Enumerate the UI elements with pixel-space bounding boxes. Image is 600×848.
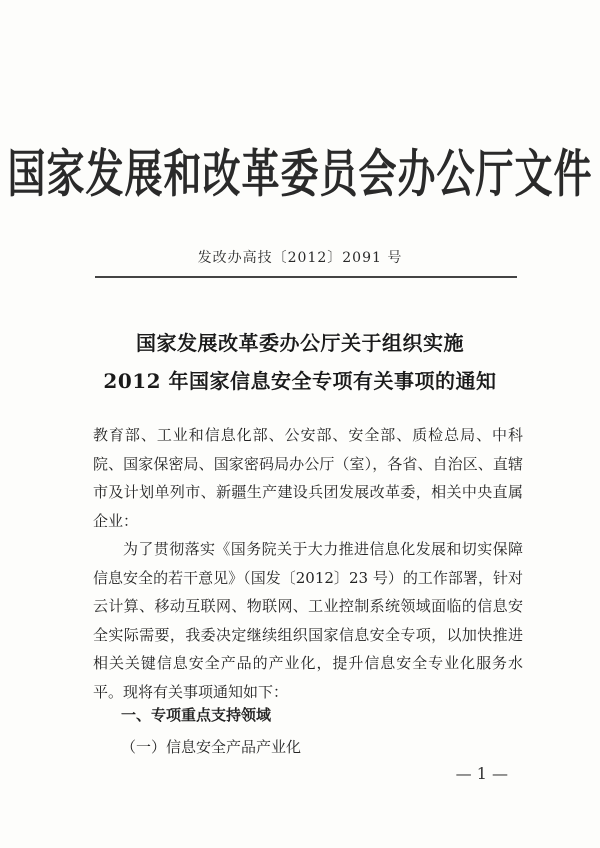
masthead-title: 国家发展和改革委员会办公厅文件 [7,144,593,204]
header-divider [95,276,517,278]
notice-title-line-1: 国家发展改革委办公厅关于组织实施 [136,331,464,355]
notice-title-line-2: 2012 年国家信息安全专项有关事项的通知 [103,369,497,393]
document-number: 发改办高技〔2012〕2091 号 [197,250,403,266]
recipients-paragraph: 教育部、工业和信息化部、公安部、安全部、质检总局、中科院、国家保密局、国家密码局办公厅（室），各省、自治区、直辖市及计划单列市、新疆生产建设兵团发展改革委，相关中央直属企业： [93,426,523,530]
section-heading-1: 一、专项重点支持领域 [121,706,272,724]
document-body [93,421,523,706]
subsection-heading-1: （一）信息安全产品产业化 [121,738,302,756]
page-number: — 1 — [455,764,508,783]
intro-paragraph: 为了贯彻落实《国务院关于大力推进信息化发展和切实保障信息安全的若干意见》（国发〔2012〕23 号）的工作部署，针对云计算、移动互联网、物联网、工业控制系统领域面临的信息安全实际需要，我委决定继续组织国家信息安全专项，以加快推进相关关键信息安全产品的产业化，提升信息安全专业化服务水平。现将有关事项通知如下： [93,540,523,701]
